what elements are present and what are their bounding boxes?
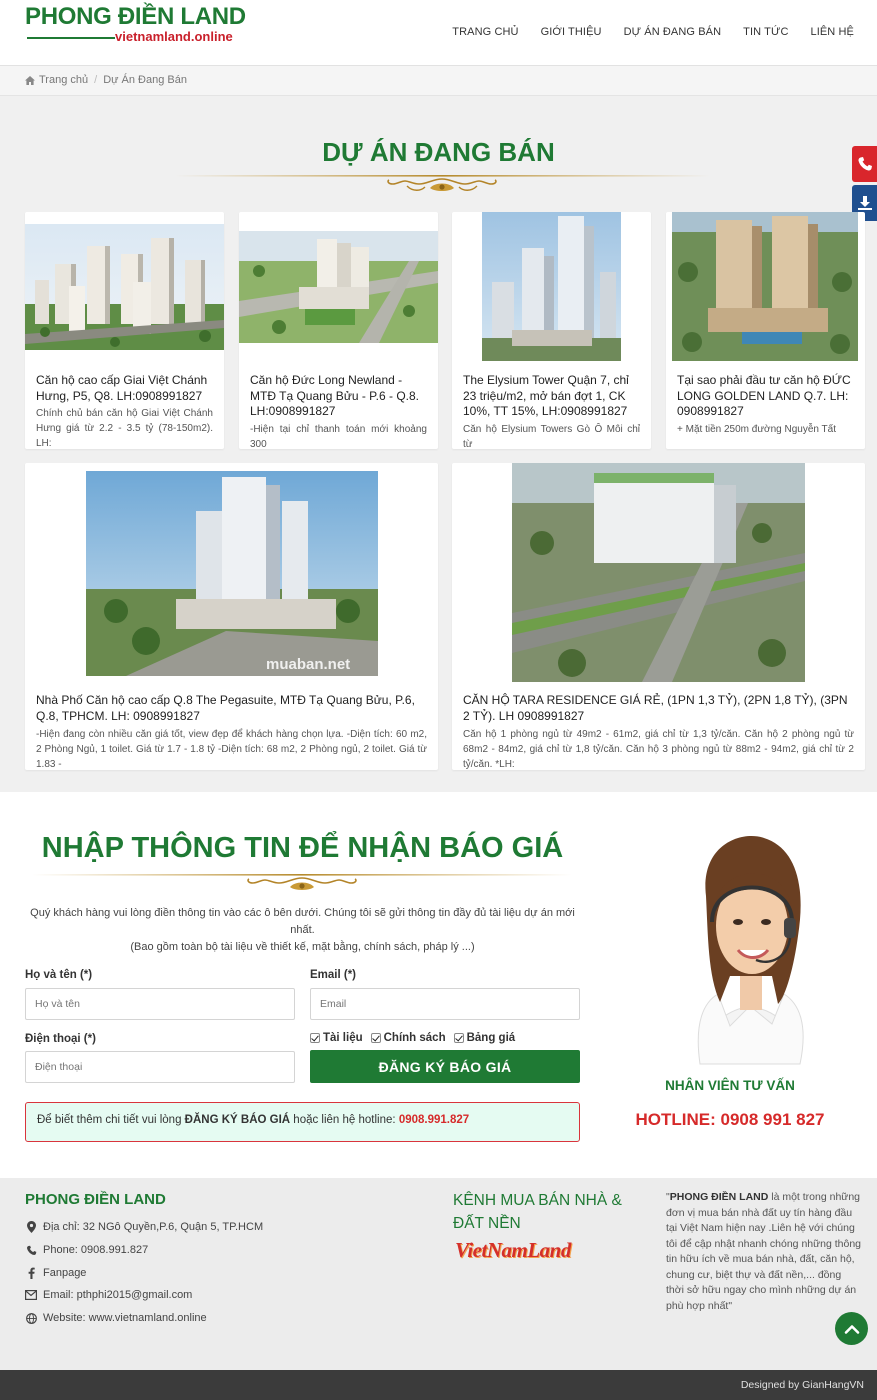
download-icon <box>857 195 873 211</box>
project-title[interactable]: CĂN HỘ TARA RESIDENCE GIÁ RẺ, (1PN 1,3 TỶ), (2PN 1,8 TỶ), (3PN 2 TỶ). LH 0908991827 <box>463 693 848 723</box>
channel-title: KÊNH MUA BÁN NHÀ & ĐẤT NỀN <box>453 1192 622 1232</box>
project-description: Căn hộ 1 phòng ngủ từ 49m2 - 61m2, giá chỉ từ 1,3 tỷ/căn. Căn hộ 2 phòng ngủ từ 68m2 - 84m2, giá chỉ từ 1,8 tỷ/căn. Căn hộ 3 phòng ngủ từ 88m2 - 94m2, giá chỉ từ 2 tỷ/căn. *LH: <box>463 729 854 770</box>
envelope-icon <box>25 1289 37 1301</box>
project-description: + Mặt tiền 250m đường Nguyễn Tất <box>677 424 836 435</box>
name-input[interactable] <box>25 988 295 1020</box>
notice-mid: hoặc liên hệ hotline: <box>293 1114 396 1126</box>
email-label: Email (*) <box>310 969 357 981</box>
footer-fanpage[interactable] <box>25 1267 86 1279</box>
project-description: -Hiện tại chỉ thanh toán mới khoảng 300 <box>250 424 427 450</box>
title-ornament <box>175 171 710 195</box>
quote-section-title: NHẬP THÔNG TIN ĐỂ NHẬN BÁO GIÁ <box>41 832 564 864</box>
logo-underline <box>27 37 115 39</box>
quote-intro <box>25 905 580 956</box>
project-card[interactable] <box>25 463 438 770</box>
main-nav <box>430 26 854 38</box>
project-description: Chính chủ bán căn hộ Giai Việt Chánh Hưng giá từ 2.2 - 3.5 tỷ (78-150m2). LH: <box>36 408 213 449</box>
checkbox-label: Bảng giá <box>466 1032 516 1044</box>
about-brand: PHONG ĐIỀN LAND <box>669 1191 769 1203</box>
document-type-checkboxes <box>310 1032 523 1044</box>
designed-by[interactable]: Designed by GianHangVN <box>740 1379 864 1391</box>
facebook-icon <box>25 1267 37 1279</box>
checkbox-label: Tài liệu <box>323 1032 363 1044</box>
checkbox-box[interactable] <box>454 1033 464 1043</box>
notice-bold: ĐĂNG KÝ BÁO GIÁ <box>184 1114 291 1126</box>
email-input[interactable] <box>310 988 580 1020</box>
checkbox-box[interactable] <box>371 1033 381 1043</box>
watermark-text: muaban.net <box>266 656 351 673</box>
checkbox-box[interactable] <box>310 1033 320 1043</box>
nav-about[interactable]: GIỚI THIỆU <box>540 26 602 38</box>
footer-phone[interactable] <box>25 1244 148 1256</box>
map-marker-icon <box>25 1221 37 1233</box>
footer-about <box>666 1190 862 1314</box>
project-image[interactable] <box>672 212 858 361</box>
breadcrumb-home-link[interactable]: Trang chủ <box>39 74 89 86</box>
project-title[interactable]: The Elysium Tower Quận 7, chỉ 23 triệu/m2, mở bán đợt 1, CK 10%, TT 15%, LH:0908991827 <box>463 373 629 418</box>
project-card[interactable] <box>452 212 651 449</box>
project-title[interactable]: Căn hộ cao cấp Giai Việt Chánh Hưng, P5, Q8. LH:0908991827 <box>36 373 208 403</box>
project-card[interactable] <box>452 463 865 770</box>
quote-intro-line1: Quý khách hàng vui lòng điền thông tin vào các ô bên dưới. Chúng tôi sẽ gửi thông tin đầy đủ tài liệu dự án mới nhất. <box>30 907 575 936</box>
project-description: Căn hộ Elysium Towers Gò Ô Môi chỉ từ <box>463 424 640 450</box>
project-image[interactable] <box>86 471 378 676</box>
nav-news[interactable]: TIN TỨC <box>743 26 789 38</box>
checkbox-price-list[interactable] <box>454 1032 516 1044</box>
notice-hotline[interactable]: 0908.991.827 <box>398 1114 470 1126</box>
project-description: -Hiện đang còn nhiều căn giá tốt, view đẹp để khách hàng chọn lựa. -Diện tích: 60 m2, 2 Phòng Ngủ, 1 toilet. Giá từ 1.7 - 1.8 tỷ -Diện tích: 68 m2, 2 Phòng ngủ, 2 toilet. Giá từ 1.83 - <box>36 729 427 770</box>
project-card[interactable] <box>666 212 865 449</box>
chevron-up-icon <box>844 1324 860 1334</box>
name-label: Họ và tên (*) <box>25 969 93 981</box>
advisor-image <box>660 826 840 1064</box>
project-image[interactable] <box>239 231 438 343</box>
footer-fanpage-text: Fanpage <box>43 1267 87 1279</box>
notice-prefix: Để biết thêm chi tiết vui lòng <box>37 1114 182 1126</box>
vietnamland-logo[interactable]: VietNamLand <box>455 1238 571 1262</box>
about-quote: " <box>666 1191 670 1203</box>
scroll-to-top-button[interactable] <box>835 1312 868 1345</box>
bottom-bar <box>0 1370 877 1400</box>
footer-website[interactable] <box>25 1312 207 1324</box>
project-image[interactable] <box>512 463 805 682</box>
footer-email[interactable] <box>25 1289 192 1301</box>
project-card[interactable] <box>25 212 224 449</box>
quote-intro-line2: (Bao gồm toàn bộ tài liệu về thiết kế, mặt bằng, chính sách, pháp lý ...) <box>130 941 475 953</box>
logo-main-text: PHONG ĐIỀN LAND <box>25 3 246 30</box>
breadcrumb-separator: / <box>94 74 98 86</box>
globe-icon <box>25 1312 37 1324</box>
advisor-hotline[interactable]: HOTLINE: 0908 991 827 <box>635 1110 825 1129</box>
title-ornament <box>32 868 572 892</box>
footer-website-text: Website: www.vietnamland.online <box>43 1312 207 1324</box>
footer-phone-text: Phone: 0908.991.827 <box>43 1244 149 1256</box>
register-quote-button[interactable]: ĐĂNG KÝ BÁO GIÁ <box>310 1050 580 1083</box>
site-logo[interactable] <box>25 4 246 44</box>
phone-input[interactable] <box>25 1051 295 1083</box>
hotline-notice <box>25 1102 580 1142</box>
breadcrumb-current: Dự Án Đang Bán <box>103 74 187 86</box>
project-image[interactable] <box>482 212 621 361</box>
checkbox-label: Chính sách <box>383 1032 446 1044</box>
checkbox-documents[interactable] <box>310 1032 363 1044</box>
project-title[interactable]: Tại sao phải đầu tư căn hộ ĐỨC LONG GOLDEN LAND Q.7. LH: 0908991827 <box>677 373 851 418</box>
logo-sub-text: vietnamland.online <box>115 29 233 44</box>
phone-icon <box>25 1244 37 1256</box>
nav-projects[interactable]: DỰ ÁN ĐANG BÁN <box>623 26 722 38</box>
nav-home[interactable]: TRANG CHỦ <box>452 26 519 38</box>
project-card[interactable] <box>239 212 438 449</box>
phone-label: Điện thoại (*) <box>25 1033 96 1045</box>
site-header <box>0 0 877 66</box>
project-image[interactable] <box>25 224 224 350</box>
footer-email-text: Email: pthphi2015@gmail.com <box>43 1289 193 1301</box>
footer-address-text: Địa chỉ: 32 NGô Quyền,P.6, Quận 5, TP.HCM <box>43 1221 264 1233</box>
breadcrumb <box>0 66 877 96</box>
home-icon <box>25 76 35 85</box>
advisor-title: NHÂN VIÊN TƯ VẤN <box>665 1078 795 1093</box>
footer-title: PHONG ĐIỀN LAND <box>25 1191 166 1208</box>
nav-contact[interactable]: LIÊN HỆ <box>810 26 854 38</box>
project-title[interactable]: Nhà Phố Căn hộ cao cấp Q.8 The Pegasuite, MTĐ Tạ Quang Bửu, P.6, Q.8, TPHCM. LH: 0908991827 <box>36 693 415 723</box>
footer-address <box>25 1221 263 1233</box>
checkbox-policy[interactable] <box>371 1032 446 1044</box>
about-text: là một trong những đơn vị mua bán nhà đất uy tín hàng đầu tại Việt Nam hiện nay .Liên hệ với chúng tôi để cập nhật nhanh chóng những thông tin hữu ích về mua bán nhà, đất, căn hộ, chung cư, biệt thự và đất nền,... đồng thời sở hữu ngay cho mình những dự án phù hợp nhất" <box>666 1191 862 1312</box>
project-title[interactable]: Căn hộ Đức Long Newland - MTĐ Tạ Quang Bửu - P.6 - Q.8. LH:0908991827 <box>250 373 419 418</box>
projects-section-title: DỰ ÁN ĐANG BÁN <box>322 137 555 167</box>
